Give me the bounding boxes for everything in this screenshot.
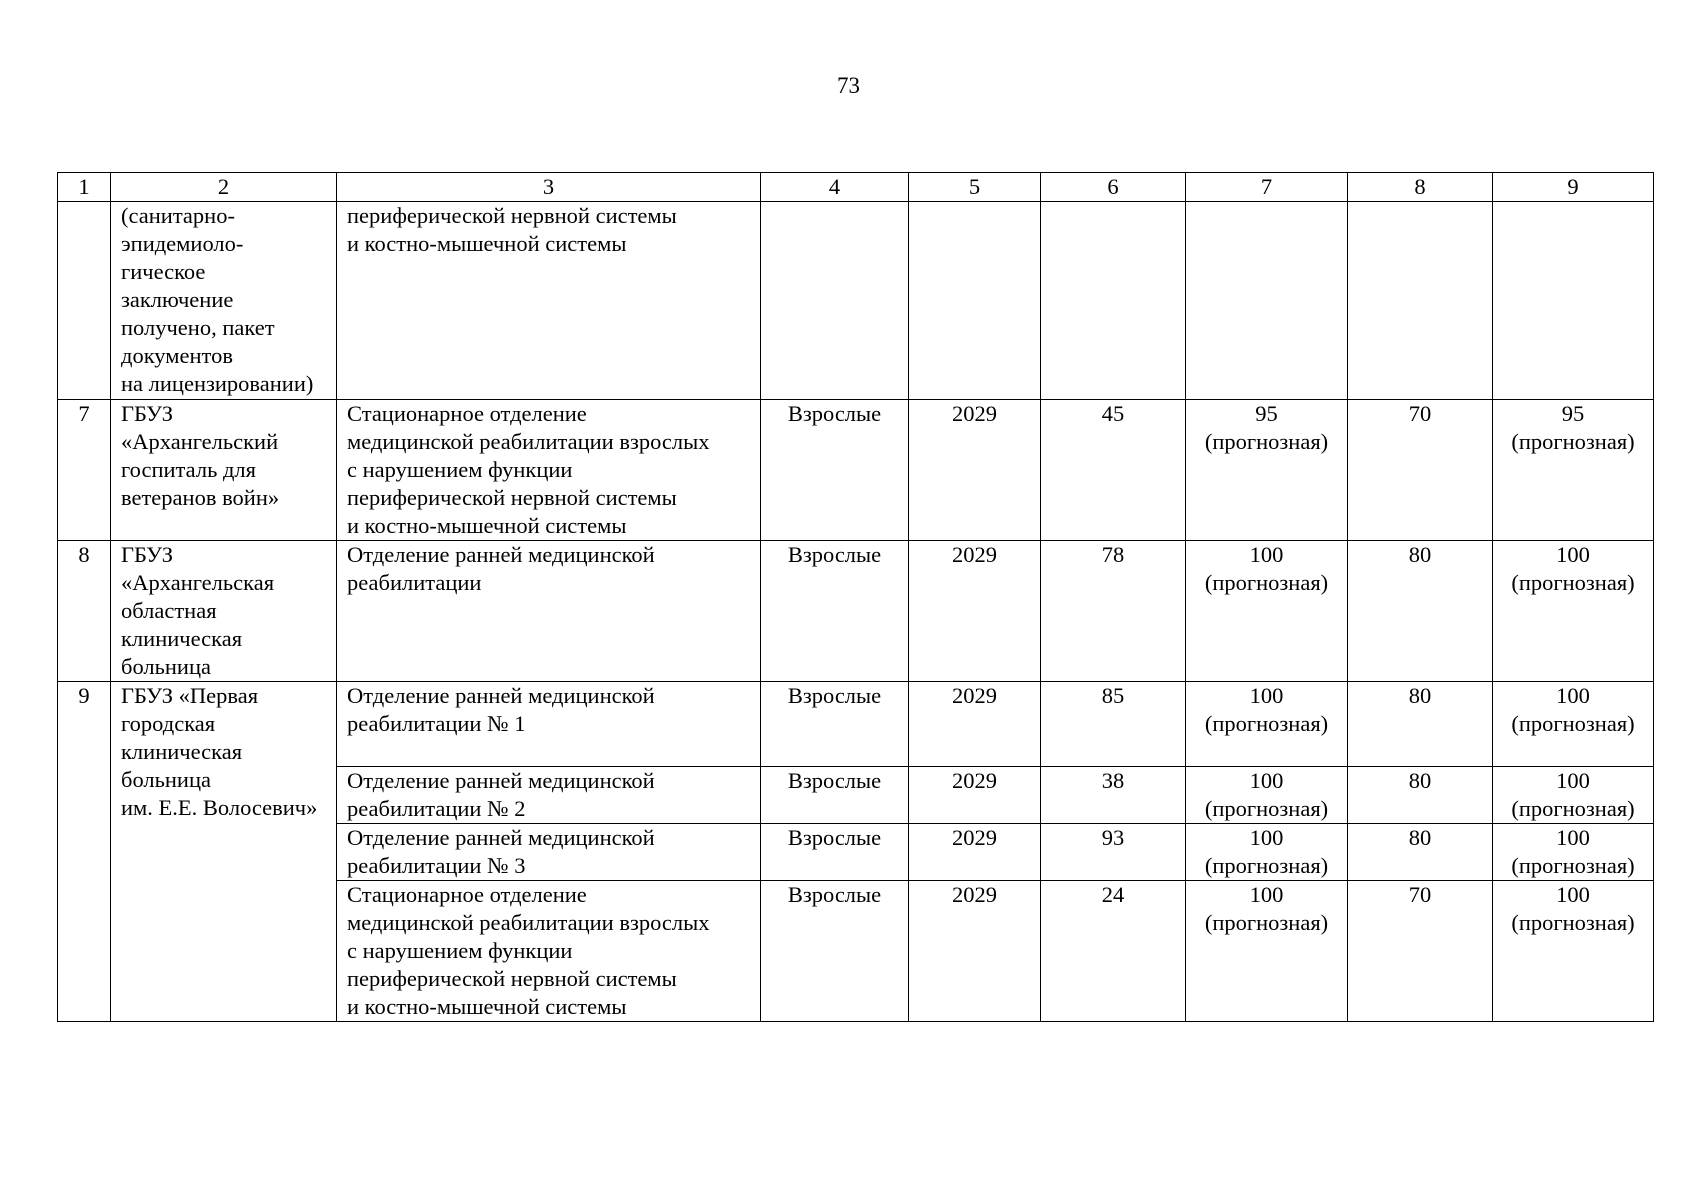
department-cell: периферической нервной системы и костно-мышечной системы <box>337 202 761 400</box>
value-cell-7: 100 (прогнозная) <box>1186 541 1348 682</box>
row-number-cell <box>58 202 111 400</box>
rehabilitation-units-table <box>57 172 1654 1022</box>
row-number-cell: 8 <box>58 541 111 682</box>
value-cell-9: 100 (прогнозная) <box>1493 682 1654 767</box>
column-header-3: 3 <box>337 173 761 202</box>
year-cell <box>909 202 1041 400</box>
value-cell-9: 100 (прогнозная) <box>1493 541 1654 682</box>
value-cell-8: 80 <box>1348 541 1493 682</box>
column-header-7: 7 <box>1186 173 1348 202</box>
category-cell: Взрослые <box>761 824 909 881</box>
category-cell: Взрослые <box>761 541 909 682</box>
value-cell-8: 80 <box>1348 767 1493 824</box>
beds-cell: 78 <box>1041 541 1186 682</box>
organization-cell: ГБУЗ «Архангельская областная клиническая больница <box>111 541 337 682</box>
value-cell-7: 100 (прогнозная) <box>1186 767 1348 824</box>
beds-cell: 45 <box>1041 400 1186 541</box>
year-cell: 2029 <box>909 881 1041 1022</box>
department-cell: Отделение ранней медицинской реабилитации № 3 <box>337 824 761 881</box>
beds-cell: 38 <box>1041 767 1186 824</box>
beds-cell: 24 <box>1041 881 1186 1022</box>
column-header-9: 9 <box>1493 173 1654 202</box>
year-cell: 2029 <box>909 400 1041 541</box>
category-cell: Взрослые <box>761 682 909 767</box>
column-header-1: 1 <box>58 173 111 202</box>
value-cell-9: 100 (прогнозная) <box>1493 824 1654 881</box>
value-cell-9 <box>1493 202 1654 400</box>
table-row <box>58 682 1654 767</box>
table-row <box>58 541 1654 682</box>
value-cell-8: 80 <box>1348 824 1493 881</box>
table-row <box>58 400 1654 541</box>
year-cell: 2029 <box>909 682 1041 767</box>
column-header-2: 2 <box>111 173 337 202</box>
department-cell: Отделение ранней медицинской реабилитации <box>337 541 761 682</box>
year-cell: 2029 <box>909 541 1041 682</box>
value-cell-8: 70 <box>1348 400 1493 541</box>
row-number-cell: 7 <box>58 400 111 541</box>
value-cell-7: 95 (прогнозная) <box>1186 400 1348 541</box>
organization-cell: ГБУЗ «Архангельский госпиталь для ветеранов войн» <box>111 400 337 541</box>
category-cell: Взрослые <box>761 400 909 541</box>
year-cell: 2029 <box>909 824 1041 881</box>
value-cell-7: 100 (прогнозная) <box>1186 824 1348 881</box>
column-header-8: 8 <box>1348 173 1493 202</box>
year-cell: 2029 <box>909 767 1041 824</box>
beds-cell <box>1041 202 1186 400</box>
department-cell: Отделение ранней медицинской реабилитации № 1 <box>337 682 761 767</box>
column-header-5: 5 <box>909 173 1041 202</box>
category-cell: Взрослые <box>761 881 909 1022</box>
value-cell-8 <box>1348 202 1493 400</box>
category-cell: Взрослые <box>761 767 909 824</box>
row-number-cell: 9 <box>58 682 111 1022</box>
value-cell-8: 70 <box>1348 881 1493 1022</box>
column-header-4: 4 <box>761 173 909 202</box>
department-cell: Стационарное отделение медицинской реабилитации взрослых с нарушением функции периферической нервной системы и костно-мышечной системы <box>337 881 761 1022</box>
value-cell-7: 100 (прогнозная) <box>1186 881 1348 1022</box>
beds-cell: 93 <box>1041 824 1186 881</box>
department-cell: Отделение ранней медицинской реабилитации № 2 <box>337 767 761 824</box>
category-cell <box>761 202 909 400</box>
header-row <box>58 173 1654 202</box>
value-cell-9: 95 (прогнозная) <box>1493 400 1654 541</box>
beds-cell: 85 <box>1041 682 1186 767</box>
value-cell-7 <box>1186 202 1348 400</box>
column-header-6: 6 <box>1041 173 1186 202</box>
department-cell: Стационарное отделение медицинской реабилитации взрослых с нарушением функции периферической нервной системы и костно-мышечной системы <box>337 400 761 541</box>
value-cell-7: 100 (прогнозная) <box>1186 682 1348 767</box>
organization-cell: (санитарно- эпидемиоло- гическое заключение получено, пакет документов на лицензировании) <box>111 202 337 400</box>
value-cell-9: 100 (прогнозная) <box>1493 767 1654 824</box>
page-number: 73 <box>837 73 860 98</box>
value-cell-8: 80 <box>1348 682 1493 767</box>
table-row <box>58 202 1654 400</box>
value-cell-9: 100 (прогнозная) <box>1493 881 1654 1022</box>
organization-cell: ГБУЗ «Первая городская клиническая больница им. Е.Е. Волосевич» <box>111 682 337 1022</box>
